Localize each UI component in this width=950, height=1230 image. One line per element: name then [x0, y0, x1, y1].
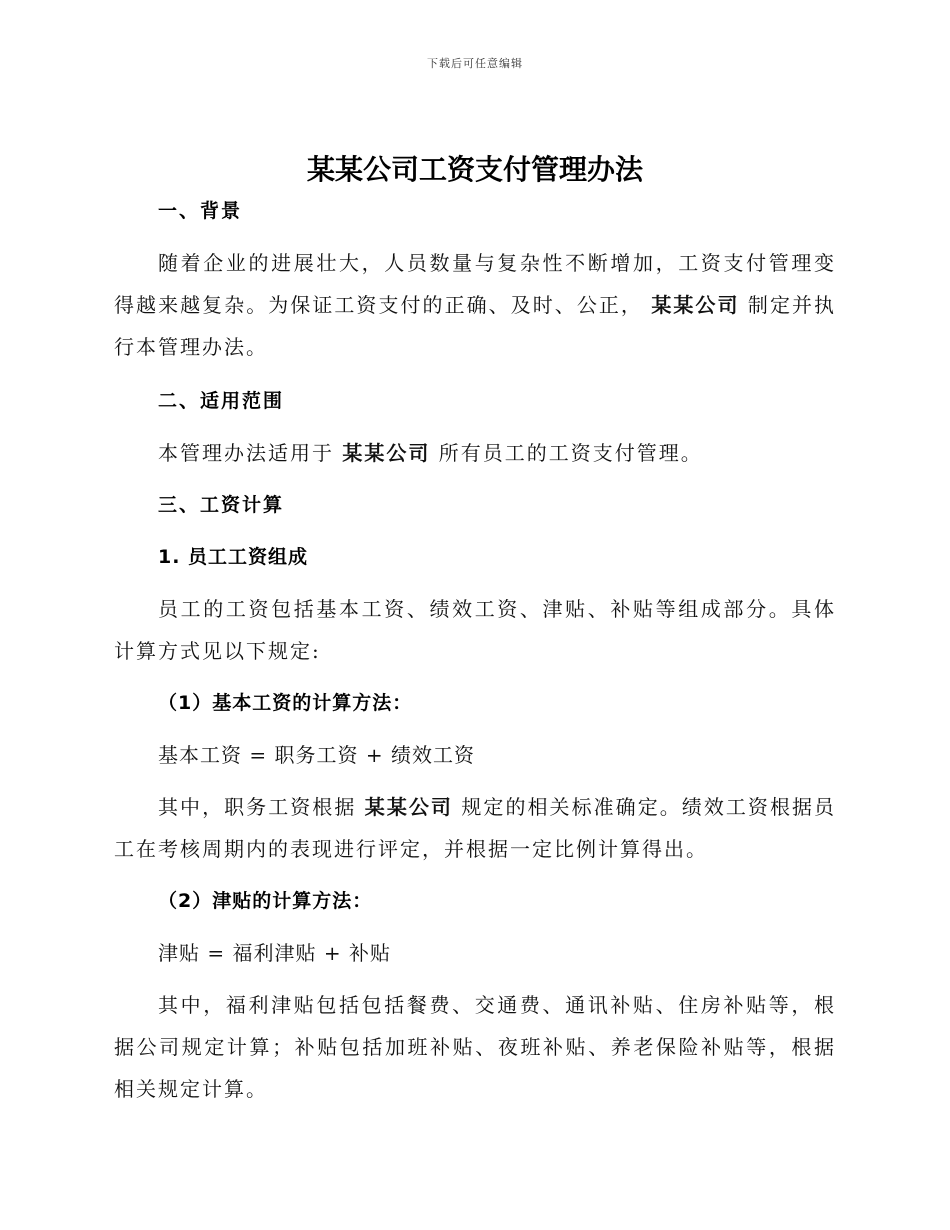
subsection-heading-composition: 1. 员工工资组成: [158, 546, 309, 568]
section-heading-scope: 二、适用范围: [158, 390, 285, 412]
background-text-2: 制定并执行本管理办法。: [114, 293, 837, 359]
company-name: 某某公司: [651, 293, 740, 317]
background-text-1: 随着企业的进展壮大，人员数量与复杂性不断增加，工资支付管理变得越来越复杂。为保证工资支付的正确、及时、公正，: [114, 251, 836, 317]
basic-salary-paragraph: [114, 786, 836, 870]
background-paragraph: [114, 242, 836, 368]
basic-salary-text-2: 规定的相关标准确定。绩效工资根据员工在考核周期内的表现进行评定，并根据一定比例计算得出。: [114, 795, 837, 861]
item-heading-allowance: （2）津贴的计算方法：: [158, 890, 373, 912]
scope-text-1: 本管理办法适用于: [158, 441, 334, 465]
composition-paragraph: 员工的工资包括基本工资、绩效工资、津贴、补贴等组成部分。具体计算方式见以下规定:: [114, 597, 836, 663]
allowance-paragraph: 其中，福利津贴包括包括餐费、交通费、通讯补贴、住房补贴等，根据公司规定计算；补贴包括加班补贴、夜班补贴、养老保险补贴等，根据相关规定计算。: [114, 993, 836, 1101]
company-name: 某某公司: [342, 441, 431, 465]
scope-text-2: 所有员工的工资支付管理。: [438, 441, 703, 465]
header-note: 下载后可任意编辑: [427, 57, 523, 70]
company-name: 某某公司: [364, 795, 453, 819]
allowance-formula: 津贴 = 福利津贴 + 补贴: [158, 941, 391, 965]
section-heading-calc: 三、工资计算: [158, 494, 285, 516]
item-heading-basic-salary: （1）基本工资的计算方法：: [158, 692, 413, 714]
document-title: 某某公司工资支付管理办法: [306, 153, 643, 186]
basic-salary-text-1: 其中，职务工资根据: [158, 795, 357, 819]
scope-paragraph: [114, 432, 836, 474]
basic-salary-formula: 基本工资 = 职务工资 + 绩效工资: [158, 743, 475, 767]
section-heading-background: 一、背景: [158, 200, 243, 222]
document-body: [114, 190, 836, 1110]
